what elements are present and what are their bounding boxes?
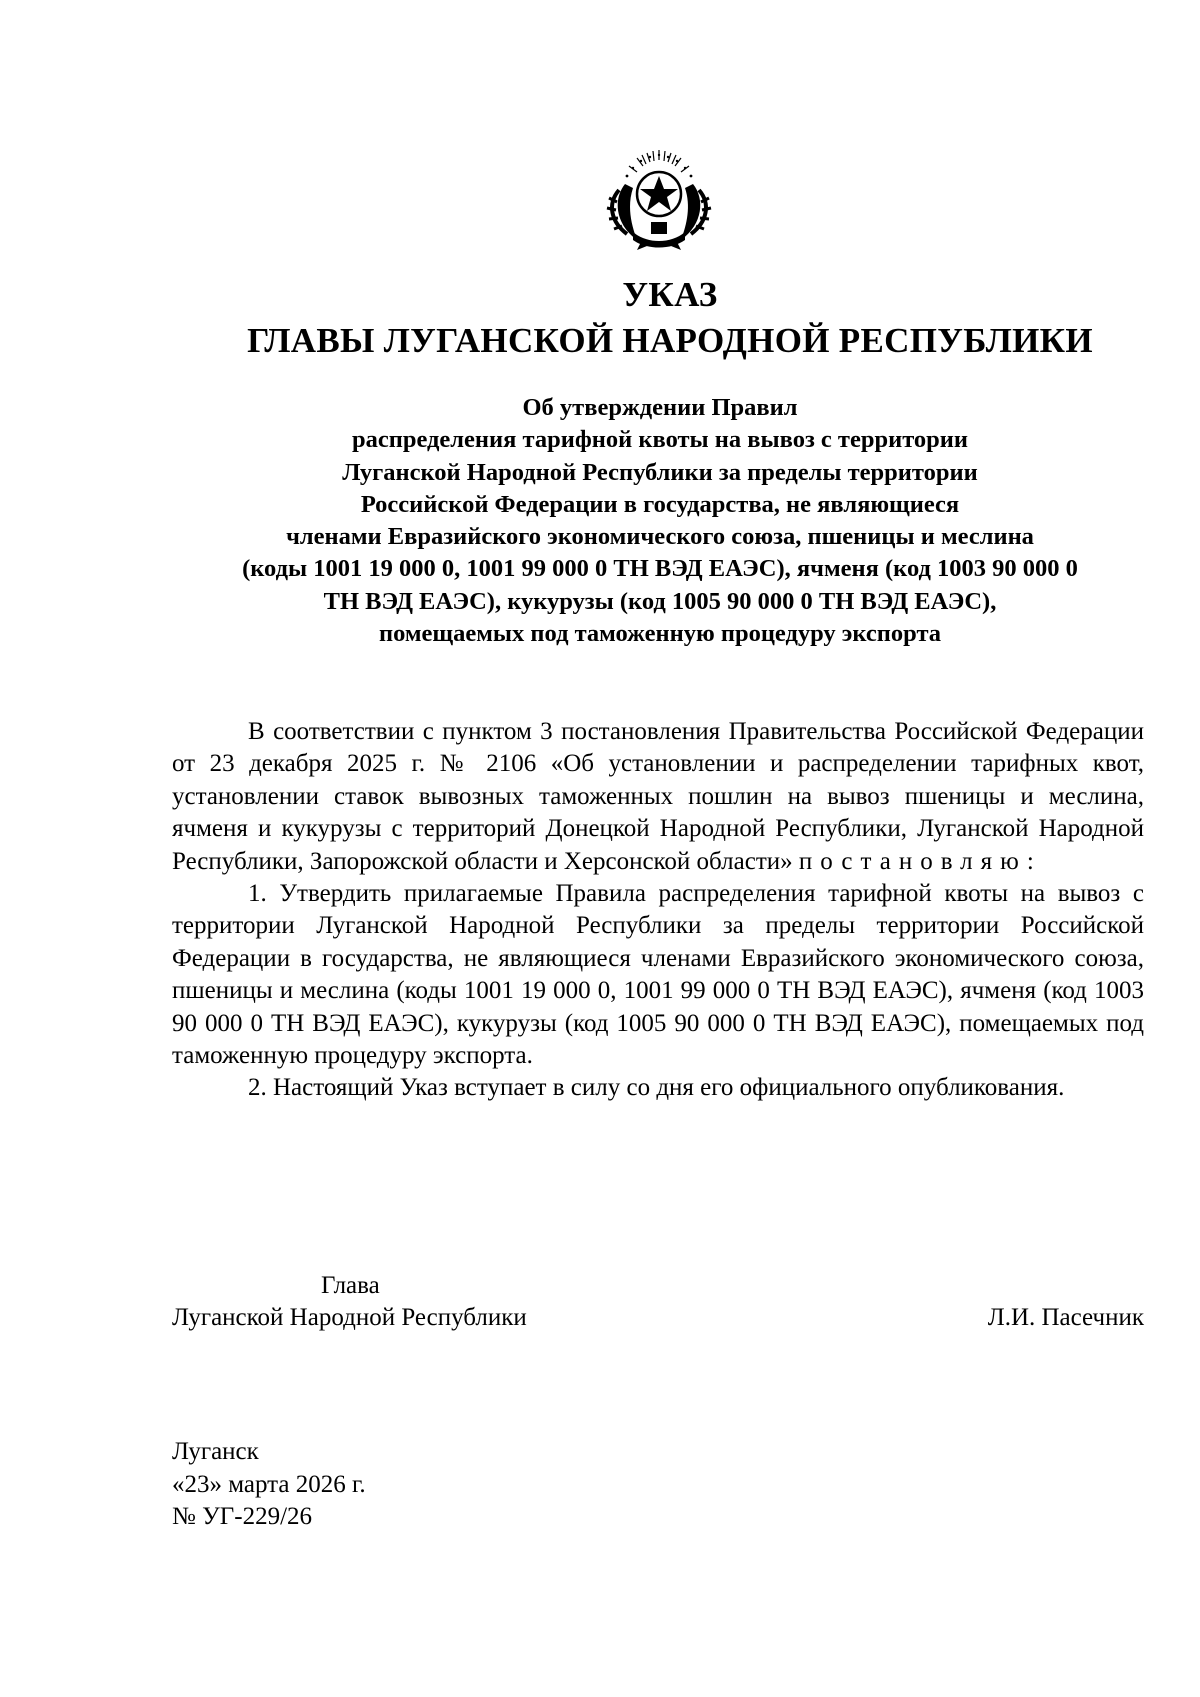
subject-line: Луганской Народной Республики за пределы территории (342, 458, 978, 486)
signature-title: Глава (321, 1272, 380, 1299)
header-line-authority: ГЛАВЫ ЛУГАНСКОЙ НАРОДНОЙ РЕСПУБЛИКИ (247, 321, 1093, 360)
subject-line: Об утверждении Правил (522, 394, 798, 421)
decree-word: постановляю: (798, 847, 1042, 875)
subject-line: Российской Федерации в государства, не являющиеся (360, 490, 960, 518)
footer-number: № УГ-229/26 (172, 1503, 313, 1530)
header-line-decree: УКАЗ (622, 275, 718, 314)
subject-line: помещаемых под таможенную процедуру экспорта (378, 620, 942, 648)
document-footer (172, 1436, 366, 1534)
signature-organization: Луганской Народной Республики (172, 1304, 527, 1331)
subject-line: ТН ВЭД ЕАЭС), кукурузы (код 1005 90 000 0 ТН ВЭД ЕАЭС), (323, 587, 997, 615)
subject-line: (коды 1001 19 000 0, 1001 99 000 0 ТН ВЭД ЕАЭС), ячменя (код 1003 90 000 0 (242, 555, 1078, 583)
item-2-paragraph: 2. Настоящий Указ вступает в силу со дня его официального опубликования. (248, 1074, 1065, 1102)
item-1-paragraph: 1. Утвердить прилагаемые Правила распределения тарифной квоты на вывоз с территории Луганской Народной Республики за пределы территории Российской Федерации в государства, не являющиеся членами Евразийского экономического союза, пшеницы и меслина (коды 1001 19 000 0, 1001 99 000 0 ТН ВЭД ЕАЭС), ячменя (код 1003 90 000 0 ТН ВЭД ЕАЭС), кукурузы (код 1005 90 000 0 ТН ВЭД ЕАЭС), помещаемых под таможенную процедуру экспорта. (172, 880, 1144, 1070)
preamble-text: В соответствии с пунктом 3 постановления Правительства Российской Федерации от 23 декабря 2025 г. № 2106 «Об установлении и распределении тарифных квот, установлении ставок вывозных таможенных пошлин на вывоз пшеницы и меслина, ячменя и кукурузы с территорий Донецкой Народной Республики, Луганской Народной Республики, Запорожской области и Херсонской области» (172, 718, 1144, 875)
preamble-paragraph (172, 716, 1144, 878)
document-subject (170, 392, 1150, 650)
document-header (170, 272, 1170, 364)
subject-line: членами Евразийского экономического союза, пшеницы и меслина (286, 523, 1034, 551)
signature-name: Л.И. Пасечник (987, 1304, 1144, 1331)
document-body (172, 716, 1144, 1105)
footer-date: «23» марта 2026 г. (172, 1470, 366, 1498)
footer-city: Луганск (172, 1438, 259, 1465)
subject-line: распределения тарифной квоты на вывоз с территории (351, 426, 969, 454)
coat-of-arms-icon (597, 144, 721, 252)
